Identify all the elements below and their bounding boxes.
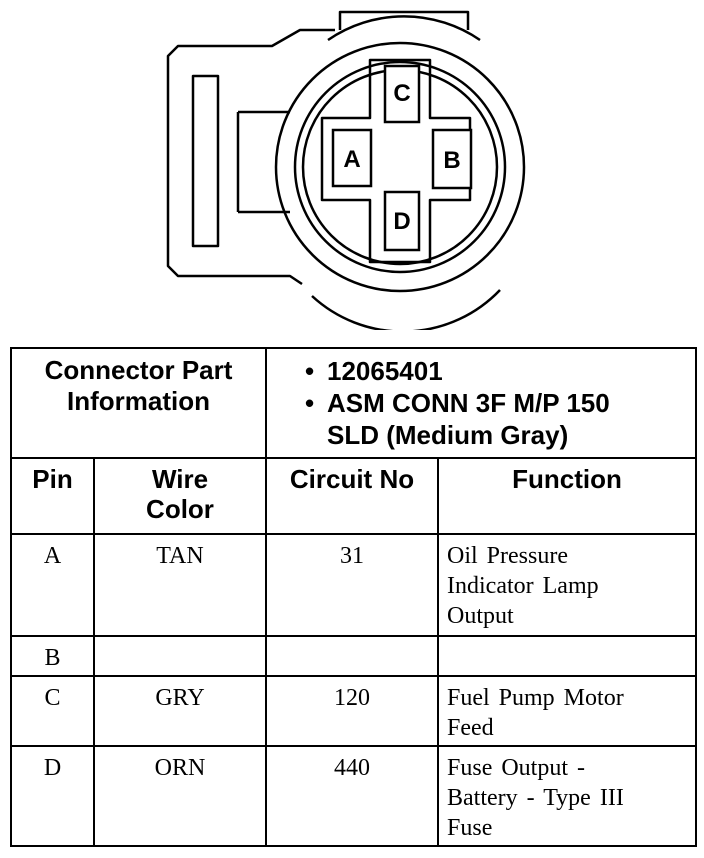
wire-color-cell: GRY (94, 676, 266, 746)
col-header-wire-color (94, 458, 266, 534)
function-line: Battery - Type III (447, 785, 624, 811)
function-cell (438, 746, 696, 846)
function-line: Fuel Pump Motor (447, 685, 624, 711)
wire-color-cell (94, 636, 266, 676)
part-info-row (11, 348, 696, 458)
table-row (11, 746, 696, 846)
wire-color-cell: ORN (94, 746, 266, 846)
function-cell (438, 534, 696, 636)
part-number: 12065401 (327, 356, 443, 386)
circuit-no-cell: 120 (266, 676, 438, 746)
part-numbers-cell (266, 348, 696, 458)
connector-face-diagram (0, 0, 704, 330)
connector-info-table (10, 347, 697, 847)
col-header-circuit-no: Circuit No (266, 458, 438, 534)
part-info-label-line2: Information (67, 386, 210, 416)
pin-label-a: A (343, 146, 361, 173)
circuit-no-cell: 31 (266, 534, 438, 636)
column-header-row (11, 458, 696, 534)
pin-cell: A (11, 534, 94, 636)
function-line: Oil Pressure (447, 543, 568, 569)
col-header-pin: Pin (11, 458, 94, 534)
pin-cell: D (11, 746, 94, 846)
function-line: Fuse Output - (447, 755, 585, 781)
function-line: Fuse (447, 815, 493, 841)
part-info-label (11, 348, 266, 458)
wire-color-cell: TAN (94, 534, 266, 636)
col-header-wire-color-line1: Wire (151, 464, 209, 494)
col-header-function: Function (438, 458, 696, 534)
pin-label-c: C (393, 80, 411, 107)
bullet-icon: • (305, 388, 315, 418)
connector-top-tab (340, 12, 468, 30)
part-info-label-line1: Connector Part (44, 355, 233, 385)
pin-cell: C (11, 676, 94, 746)
connector-latch-slot (193, 76, 218, 246)
circuit-no-cell (266, 636, 438, 676)
pin-label-d: D (393, 208, 411, 235)
circuit-no-cell: 440 (266, 746, 438, 846)
part-description: ASM CONN 3F M/P 150 (327, 388, 610, 418)
col-header-wire-color-line2: Color (146, 494, 214, 524)
table-row (11, 676, 696, 746)
table-row (11, 636, 696, 676)
function-line: Feed (447, 715, 494, 741)
function-cell (438, 676, 696, 746)
bullet-icon: • (305, 356, 315, 386)
part-description-cont: SLD (Medium Gray) (327, 420, 569, 450)
function-line: Output (447, 603, 514, 629)
function-line: Indicator Lamp (447, 573, 599, 599)
pin-cell: B (11, 636, 94, 676)
table-row (11, 534, 696, 636)
pin-label-b: B (443, 147, 461, 174)
function-cell (438, 636, 696, 676)
